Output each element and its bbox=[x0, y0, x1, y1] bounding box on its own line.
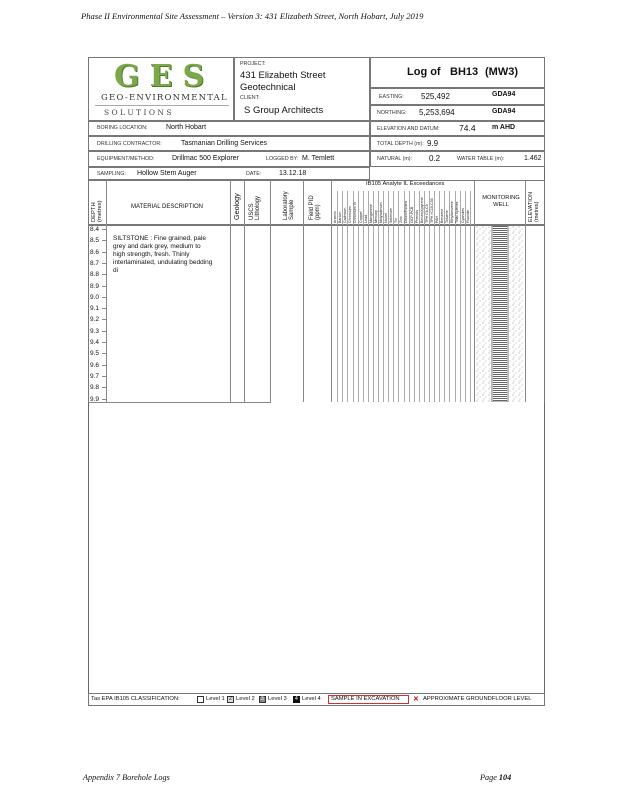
analyte-header bbox=[348, 191, 351, 223]
log-well-id: (MW3) bbox=[485, 66, 518, 78]
logo-line1: GEO-ENVIRONMENTAL bbox=[101, 93, 228, 103]
log-body-bottom bbox=[88, 402, 271, 403]
col-elevation: ELEVATION (metres) bbox=[528, 191, 540, 222]
divider-depth bbox=[106, 180, 107, 402]
analyte-header bbox=[338, 191, 341, 223]
depth-label: 9.0 bbox=[90, 293, 100, 301]
col-pid: Field PID (ppm) bbox=[309, 195, 322, 220]
analyte-label: TPH C6-C9 bbox=[424, 204, 429, 223]
analyte-label: Zinc bbox=[399, 216, 404, 223]
footer-left: Appendix 7 Borehole Logs bbox=[83, 773, 170, 782]
analyte-label: Mercury bbox=[373, 210, 378, 223]
client-name: S Group Architects bbox=[244, 105, 324, 116]
depth-tick bbox=[102, 286, 106, 287]
analyte-label: Ethylbenzene bbox=[450, 201, 455, 223]
northing-value: 5,253,694 bbox=[419, 108, 455, 117]
level3-number: 3 bbox=[261, 696, 264, 702]
analyte-label: PAH bbox=[435, 215, 439, 223]
date-value: 13.12.18 bbox=[279, 170, 307, 177]
analyte-header bbox=[343, 191, 346, 223]
analyte-label: Cyanides bbox=[460, 208, 465, 223]
analyte-label: Chromium VI bbox=[353, 202, 358, 223]
analyte-header bbox=[359, 191, 362, 223]
analyte-label: Manganese bbox=[368, 204, 373, 223]
analyte-header bbox=[445, 191, 448, 223]
project-label: PROJECT: bbox=[240, 61, 266, 67]
sampling-row bbox=[88, 167, 370, 180]
analyte-header bbox=[410, 191, 413, 223]
analyte-label: Benzo(a)pyrene bbox=[419, 197, 424, 223]
depth-label: 8.6 bbox=[90, 248, 100, 256]
equipment-label: EQUIPMENT/METHOD: bbox=[97, 156, 155, 162]
divider-well bbox=[525, 180, 526, 402]
analyte-header bbox=[461, 191, 464, 223]
analyte-label: Molybdenum bbox=[378, 202, 383, 223]
depth-label: 8.4 bbox=[90, 226, 100, 233]
analyte-header bbox=[440, 191, 443, 223]
divider-analytes bbox=[474, 180, 475, 402]
col-geology: Geology bbox=[232, 193, 241, 220]
project-name-line1: 431 Elizabeth Street bbox=[240, 70, 326, 81]
analyte-header bbox=[455, 191, 458, 223]
logo-divider bbox=[95, 105, 229, 106]
depth-label: 9.3 bbox=[90, 327, 100, 335]
analyte-label: Fluoride bbox=[465, 210, 470, 223]
northing-label: NORTHING: bbox=[377, 110, 407, 116]
depth-label: 8.8 bbox=[90, 271, 100, 279]
divider-pid bbox=[331, 180, 332, 402]
depth-label: 9.1 bbox=[90, 305, 100, 313]
depth-label: 9.5 bbox=[90, 350, 100, 358]
footer-right bbox=[480, 773, 511, 782]
depth-label: 8.5 bbox=[90, 237, 100, 245]
analyte-header bbox=[364, 191, 367, 223]
boring-label: BORING LOCATION: bbox=[97, 125, 148, 131]
depth-tick bbox=[102, 319, 106, 320]
divider-material bbox=[230, 180, 231, 402]
depth-tick bbox=[102, 387, 106, 388]
analyte-label: TPH >C10-C36 bbox=[429, 198, 434, 223]
depth-label: 9.2 bbox=[90, 316, 100, 324]
depth-label: 9.4 bbox=[90, 339, 100, 346]
analyte-label: Tin bbox=[394, 218, 399, 223]
analyte-header bbox=[369, 191, 372, 223]
date-label: DATE: bbox=[246, 171, 262, 177]
analyte-header bbox=[353, 191, 356, 223]
level1-label: Level 1 bbox=[206, 696, 225, 702]
sampling-label: SAMPLING: bbox=[97, 171, 126, 177]
col-depth: DEPTH (metres) bbox=[91, 200, 104, 222]
equipment-value: Drillmac 500 Explorer bbox=[172, 155, 239, 162]
analyte-label: Total Xylenes bbox=[455, 201, 460, 223]
analyte-label: Phenols bbox=[414, 210, 419, 223]
analyte-header bbox=[450, 191, 453, 223]
level4-number: 4 bbox=[295, 696, 298, 702]
project-name-line2: Geotechnical bbox=[240, 82, 296, 93]
col-lab: Laboratory Sample bbox=[283, 191, 296, 220]
level4-label: Level 4 bbox=[302, 696, 321, 702]
analyte-label: Copper bbox=[358, 211, 363, 223]
depth-tick bbox=[102, 274, 106, 275]
analyte-label: Lead bbox=[363, 215, 368, 223]
analyte-header bbox=[425, 191, 428, 223]
groundfloor-label: APPROXIMATE GROUNDFLOOR LEVEL bbox=[423, 696, 532, 702]
total-depth-label: TOTAL DEPTH (m): bbox=[377, 141, 424, 147]
legend-label: Tas EPA IB105 CLASSIFICATION: bbox=[91, 696, 180, 702]
contractor-value: Tasmanian Drilling Services bbox=[181, 140, 267, 147]
material-line4: interlaminated, undulating bedding bbox=[113, 259, 213, 266]
elevation-label: ELEVATION AND DATUM: bbox=[377, 126, 440, 132]
analyte-header bbox=[430, 191, 433, 223]
depth-label: 9.8 bbox=[90, 384, 100, 392]
easting-datum: GDA94 bbox=[492, 91, 516, 98]
client-label: CLIENT: bbox=[240, 95, 260, 101]
logged-value: M. Temlett bbox=[302, 155, 335, 162]
analyte-label: Arsenic bbox=[333, 211, 337, 223]
level2-number: 2 bbox=[229, 696, 232, 702]
analyte-header bbox=[466, 191, 469, 223]
log-borehole-id: BH13 bbox=[450, 66, 479, 78]
analyte-header bbox=[415, 191, 418, 223]
groundfloor-x-icon: ✕ bbox=[413, 696, 419, 703]
elevation-unit: m AHD bbox=[492, 124, 516, 131]
depth-tick bbox=[102, 342, 106, 343]
water-table-label: WATER TABLE (m): bbox=[457, 156, 505, 162]
analyte-label: OCP-PCB bbox=[409, 206, 414, 223]
analyte-header bbox=[399, 191, 402, 223]
depth-tick bbox=[102, 365, 106, 366]
water-table-value: 1.462 bbox=[524, 155, 542, 162]
divider-geology bbox=[244, 180, 245, 402]
col-ib105: IB105 Analyte IL Exceedances bbox=[366, 181, 445, 187]
depth-label: 9.9 bbox=[90, 395, 100, 403]
material-line3: high strength, fresh. Thinly bbox=[113, 251, 190, 258]
depth-tick bbox=[102, 353, 106, 354]
material-line5: di bbox=[113, 267, 119, 274]
analyte-label: Barium bbox=[338, 211, 343, 223]
level2-label: Level 2 bbox=[236, 696, 255, 702]
easting-label: EASTING: bbox=[379, 94, 404, 100]
depth-tick bbox=[102, 376, 106, 377]
analyte-label: Chromium bbox=[348, 206, 353, 223]
analyte-header bbox=[374, 191, 377, 223]
elevation-value: 74.4 bbox=[459, 123, 476, 133]
contractor-label: DRILLING CONTRACTOR: bbox=[97, 141, 162, 147]
northing-datum: GDA94 bbox=[492, 108, 516, 115]
log-title-prefix: Log of bbox=[407, 66, 441, 78]
boring-value: North Hobart bbox=[166, 124, 207, 131]
col-well: MONITORING WELL bbox=[482, 195, 520, 208]
sample-legend-label: SAMPLE IN EXCAVATION bbox=[331, 696, 400, 702]
col-material: MATERIAL DESCRIPTION bbox=[131, 204, 204, 210]
level3-label: Level 3 bbox=[268, 696, 287, 702]
depth-tick bbox=[102, 263, 106, 264]
depth-tick bbox=[102, 331, 106, 332]
analyte-header bbox=[404, 191, 407, 223]
footer-page-number: 104 bbox=[498, 773, 512, 782]
material-line1: SILTSTONE : Fine grained, pale bbox=[113, 235, 206, 242]
natural-label: NATURAL (m): bbox=[377, 156, 413, 162]
natural-value: 0.2 bbox=[429, 154, 441, 163]
analyte-label: Nickel bbox=[384, 213, 388, 223]
monitoring-well-graphic bbox=[476, 226, 524, 402]
analyte-header bbox=[389, 191, 392, 223]
depth-tick bbox=[102, 229, 106, 230]
depth-tick bbox=[102, 240, 106, 241]
depth-tick bbox=[102, 252, 106, 253]
analyte-header bbox=[379, 191, 382, 223]
depth-tick bbox=[102, 399, 106, 400]
analyte-header bbox=[435, 191, 438, 223]
total-depth-value: 9.9 bbox=[427, 139, 439, 148]
sampling-value: Hollow Stem Auger bbox=[137, 170, 197, 177]
easting-value: 525,492 bbox=[421, 92, 450, 101]
divider-uscs bbox=[270, 180, 271, 402]
analyte-header bbox=[420, 191, 423, 223]
analyte-label: Dioxin/Furans bbox=[404, 200, 409, 223]
page-header: Phase II Environmental Site Assessment – Version 3: 431 Elizabeth Street, North Hobart, July 2019 bbox=[81, 11, 424, 21]
level1-swatch bbox=[197, 696, 204, 703]
depth-tick bbox=[102, 308, 106, 309]
depth-label: 8.7 bbox=[90, 259, 100, 267]
analyte-header bbox=[394, 191, 397, 223]
footer-page-prefix: Page bbox=[480, 773, 499, 782]
material-line2: grey and dark grey, medium to bbox=[113, 243, 201, 250]
analyte-header bbox=[384, 191, 387, 223]
depth-label: 9.7 bbox=[90, 372, 100, 380]
depth-label: 9.6 bbox=[90, 361, 100, 369]
analyte-label: Selenium bbox=[389, 208, 394, 223]
col-uscs: USCS Lithology bbox=[249, 195, 262, 220]
analyte-label: Cadmium bbox=[343, 207, 348, 223]
depth-label: 8.9 bbox=[90, 282, 100, 290]
analyte-label: Benzene bbox=[440, 208, 445, 223]
logged-label: LOGGED BY: bbox=[266, 156, 299, 162]
ges-logo: GES bbox=[114, 59, 215, 94]
depth-tick bbox=[102, 297, 106, 298]
analyte-header bbox=[333, 191, 336, 223]
logo-line2: S O L U T I O N S bbox=[104, 108, 172, 117]
analyte-label: Toluene bbox=[445, 210, 450, 223]
divider-lab bbox=[303, 180, 304, 402]
